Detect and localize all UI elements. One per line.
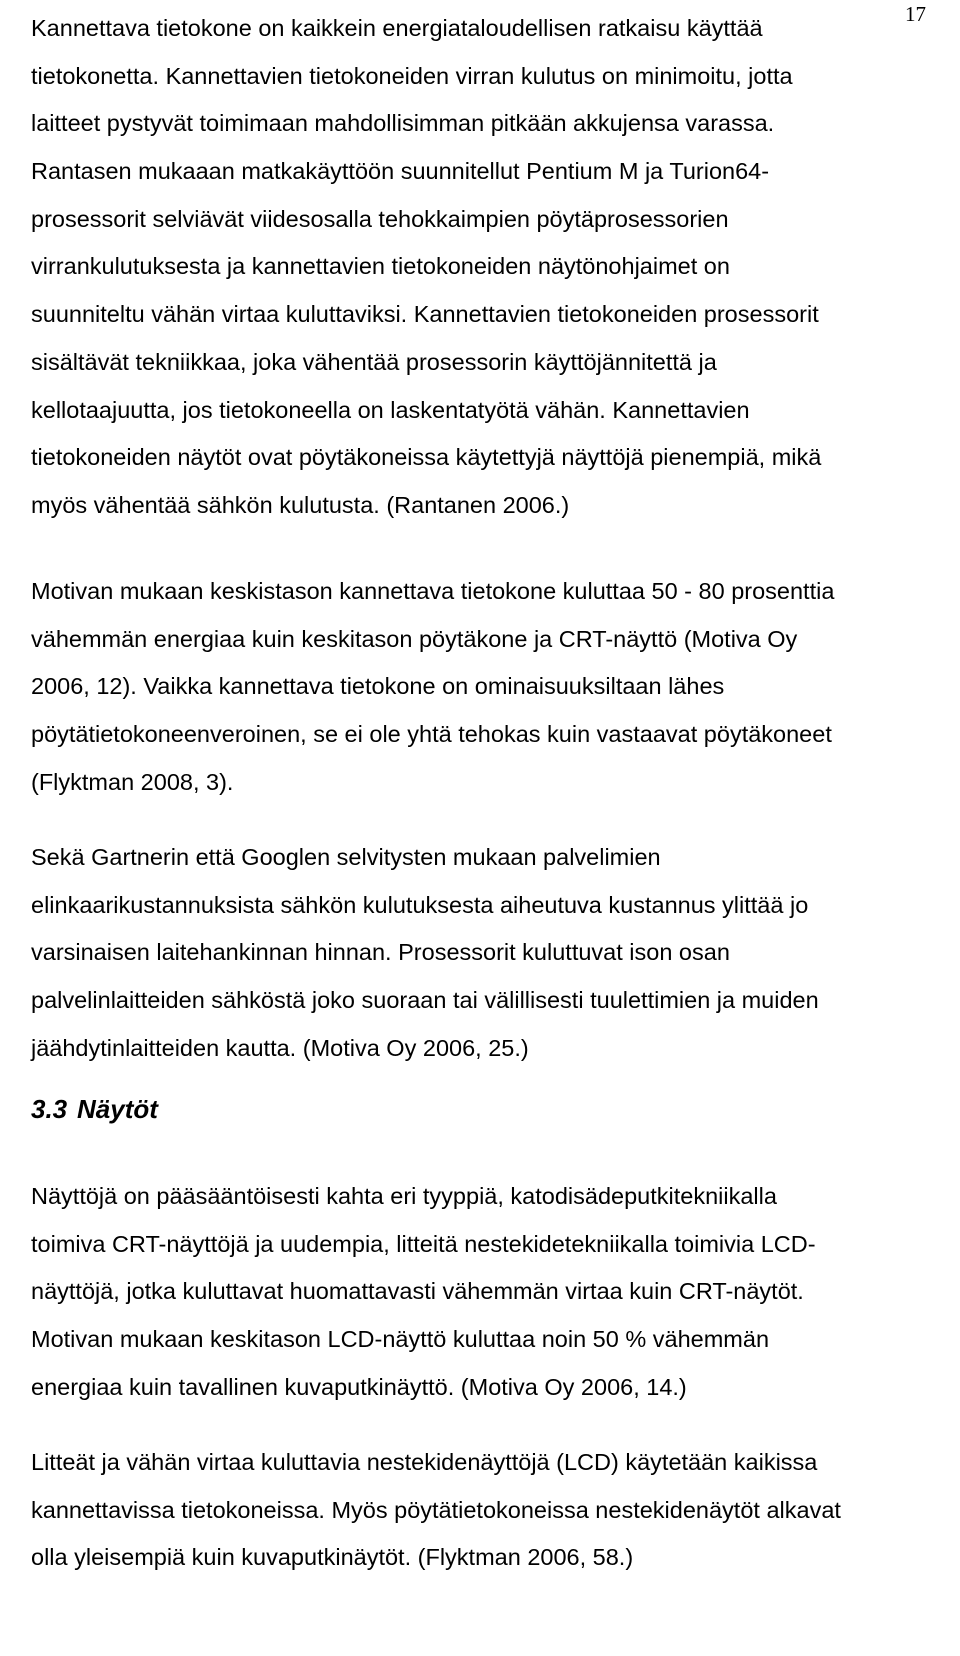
text-line: myös vähentää sähkön kulutusta. (Rantanen 2006.) <box>31 491 570 518</box>
paragraph-lcd-usage <box>31 1439 841 1582</box>
text-line: Näyttöjä on pääsääntöisesti kahta eri tyyppiä, katodisädeputkitekniikalla <box>31 1183 777 1209</box>
text-line: pöytätietokoneenveroinen, se ei ole yhtä tehokas kuin vastaavat pöytäkoneet <box>31 721 832 748</box>
text-line: prosessorit selviävät viidesosalla tehokkaimpien pöytäprosessorien <box>31 205 729 232</box>
text-line: tietokoneiden näytöt ovat pöytäkoneissa käytettyjä näyttöjä pienempiä, mikä <box>31 444 822 471</box>
paragraph-server-costs <box>31 834 819 1072</box>
section-number: 3.3 <box>31 1094 68 1124</box>
text-line: toimiva CRT-näyttöjä ja uudempia, litteitä nestekidetekniikalla toimivia LCD- <box>31 1230 816 1257</box>
text-line: Kannettava tietokone on kaikkein energiataloudellisen ratkaisu käyttää <box>31 15 763 41</box>
text-line: kannettavissa tietokoneissa. Myös pöytätietokoneissa nestekidenäytöt alkavat <box>31 1496 841 1523</box>
text-line: sisältävät tekniikkaa, joka vähentää prosessorin käyttöjännitettä ja <box>31 348 717 375</box>
text-line: varsinaisen laitehankinnan hinnan. Prosessorit kuluttuvat ison osan <box>31 939 730 966</box>
text-line: jäähdytinlaitteiden kautta. (Motiva Oy 2006, 25.) <box>31 1034 529 1061</box>
paragraph-display-types <box>31 1173 816 1411</box>
text-line: tietokonetta. Kannettavien tietokoneiden virran kulutus on minimoitu, jotta <box>31 62 793 89</box>
text-line: Motivan mukaan keskistason kannettava tietokone kuluttaa 50 - 80 prosenttia <box>31 578 835 604</box>
section-title: Näytöt <box>77 1094 158 1124</box>
paragraph-laptop-energy <box>31 5 821 530</box>
text-line: Litteät ja vähän virtaa kuluttavia nestekidenäyttöjä (LCD) käytetään kaikissa <box>31 1449 818 1475</box>
text-line: virrankulutuksesta ja kannettavien tietokoneiden näytönohjaimet on <box>31 253 730 280</box>
text-line: Motivan mukaan keskitason LCD-näyttö kuluttaa noin 50 % vähemmän <box>31 1326 770 1353</box>
text-line: suunniteltu vähän virtaa kuluttaviksi. Kannettavien tietokoneiden prosessorit <box>31 301 819 328</box>
text-line: kellotaajuutta, jos tietokoneella on laskentatyötä vähän. Kannettavien <box>31 396 750 423</box>
text-line: näyttöjä, jotka kuluttavat huomattavasti vähemmän virtaa kuin CRT-näytöt. <box>31 1278 804 1305</box>
text-line: elinkaarikustannuksista sähkön kulutuksesta aiheutuva kustannus ylittää jo <box>31 891 809 918</box>
text-line: olla yleisempiä kuin kuvaputkinäytöt. (Flyktman 2006, 58.) <box>31 1544 634 1571</box>
section-heading <box>31 1084 158 1134</box>
text-line: vähemmän energiaa kuin keskitason pöytäkone ja CRT-näyttö (Motiva Oy <box>31 625 798 652</box>
text-line: Sekä Gartnerin että Googlen selvitysten mukaan palvelimien <box>31 844 661 870</box>
text-line: energiaa kuin tavallinen kuvaputkinäyttö. (Motiva Oy 2006, 14.) <box>31 1373 687 1400</box>
text-line: Rantasen mukaaan matkakäyttöön suunnitellut Pentium M ja Turion64- <box>31 158 770 185</box>
text-line: 2006, 12). Vaikka kannettava tietokone on ominaisuuksiltaan lähes <box>31 673 725 700</box>
text-line: palvelinlaitteiden sähköstä joko suoraan tai välillisesti tuulettimien ja muiden <box>31 987 819 1014</box>
page-number: 17 <box>905 2 926 26</box>
paragraph-motiva-laptop <box>31 568 834 806</box>
text-line: (Flyktman 2008, 3). <box>31 768 234 795</box>
text-line: laitteet pystyvät toimimaan mahdollisimman pitkään akkujensa varassa. <box>31 110 775 137</box>
